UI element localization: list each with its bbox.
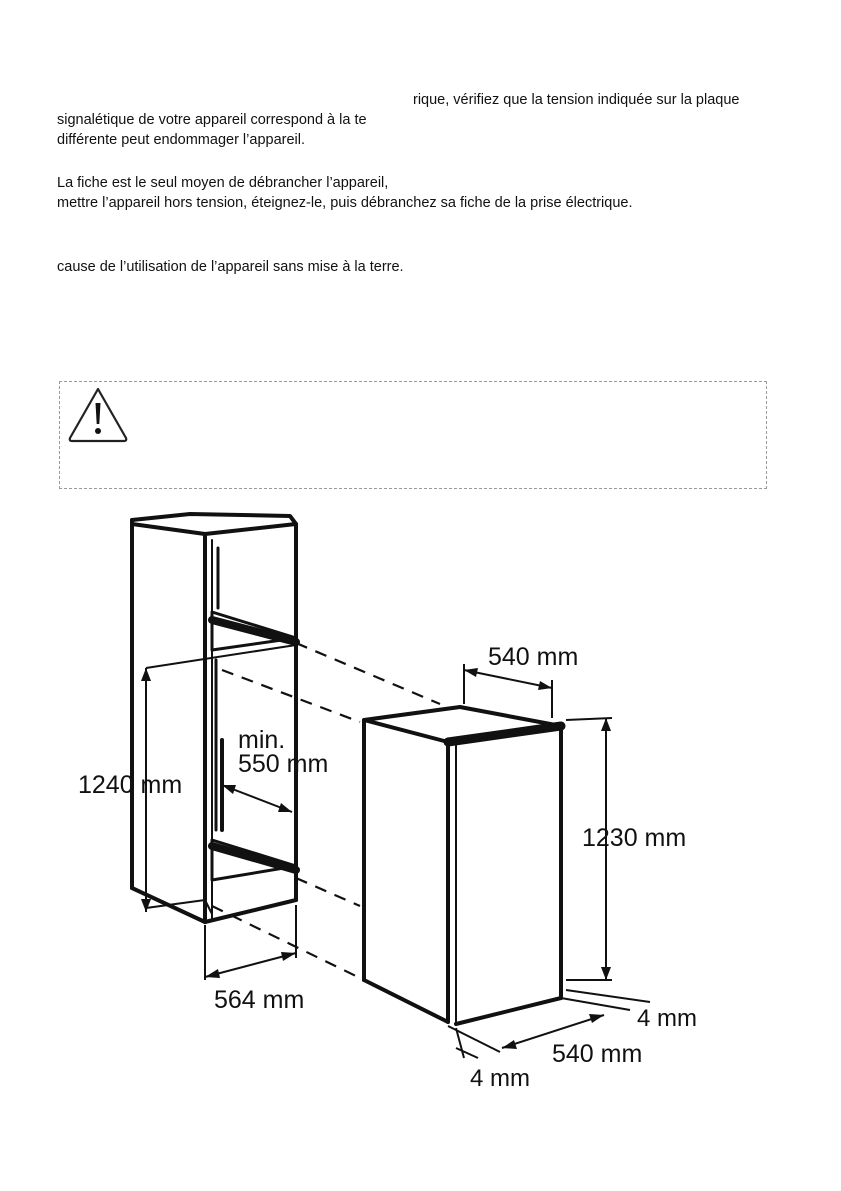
text-line-5: mettre l’appareil hors tension, éteignez-le, puis débranchez sa fiche de la prise électrique. — [57, 195, 633, 211]
cabinet-drawing — [132, 514, 296, 922]
dashed-guides — [212, 643, 440, 978]
fridge-height-label: 1230 mm — [582, 824, 687, 852]
installation-diagram — [0, 500, 841, 1100]
warning-box — [59, 381, 767, 489]
cabinet-width-label: 564 mm — [214, 986, 305, 1014]
cabinet-height-label: 1240 mm — [78, 771, 183, 799]
fridge-depth-top-label: 540 mm — [488, 643, 579, 671]
gap-right-label: 4 mm — [637, 1005, 697, 1032]
gap-left-label: 4 mm — [470, 1065, 530, 1092]
fridge-drawing — [364, 707, 561, 1024]
text-line-1: rique, vérifiez que la tension indiquée sur la plaque — [413, 92, 740, 108]
text-line-2: signalétique de votre appareil correspond à la te — [57, 112, 367, 128]
fridge-width-label: 540 mm — [552, 1040, 643, 1068]
min-depth-label-line1: min. — [238, 726, 286, 754]
text-line-3: différente peut endommager l’appareil. — [57, 132, 306, 148]
min-depth-label-line2: 550 mm — [238, 750, 329, 778]
text-line-4: La fiche est le seul moyen de débrancher l’appareil, — [57, 175, 389, 191]
warning-triangle-icon — [66, 386, 130, 444]
text-line-6: cause de l’utilisation de l’appareil sans mise à la terre. — [57, 259, 404, 275]
